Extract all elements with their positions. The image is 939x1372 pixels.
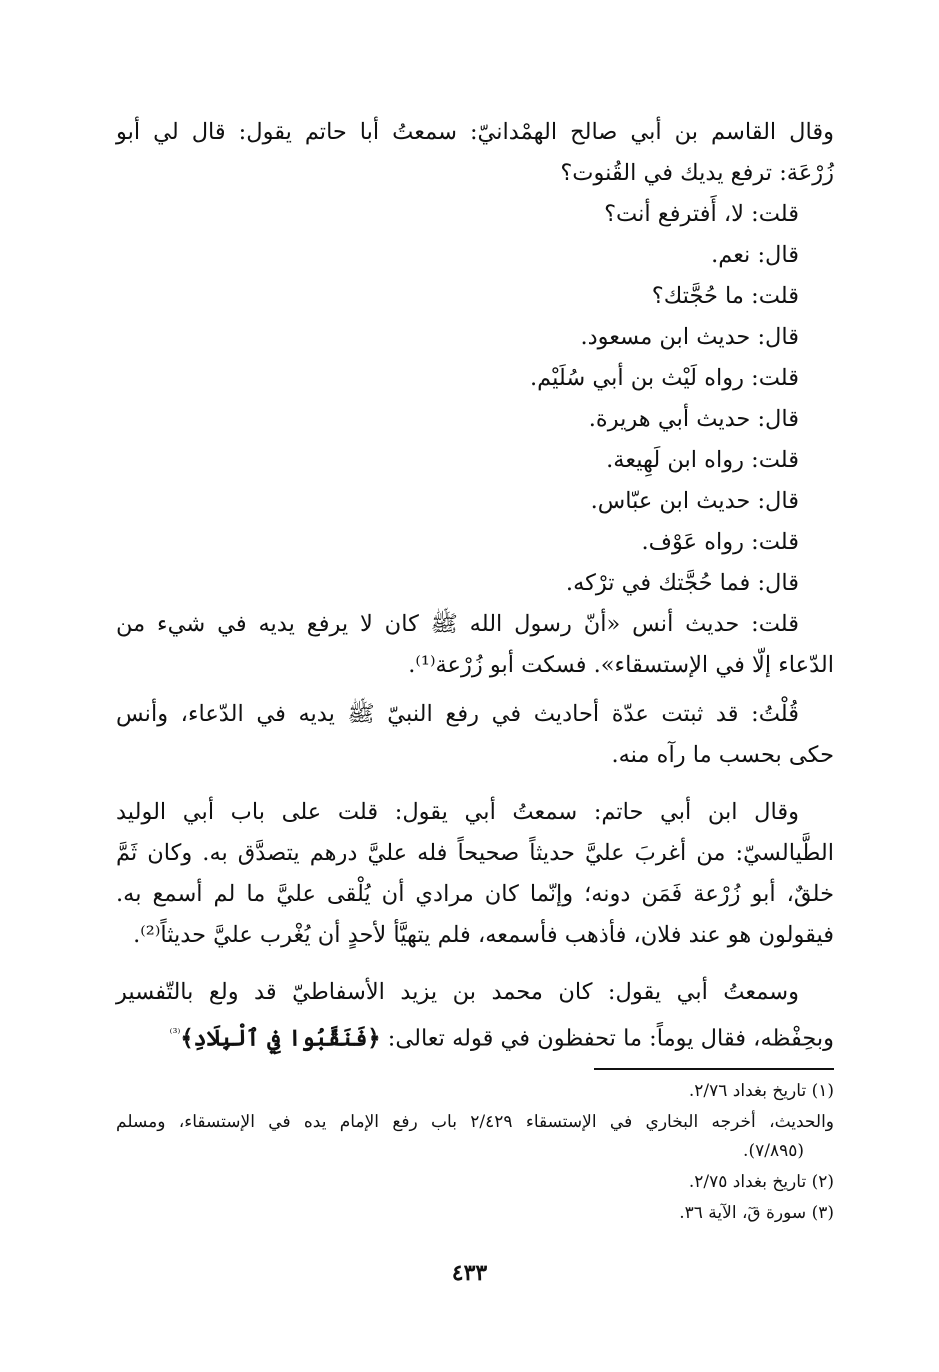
footnote-divider xyxy=(594,1068,834,1070)
dialogue-line: قلت: رواه عَوْف. xyxy=(641,529,799,555)
text-line: الدّعاء إلّا في الإستسقاء». فسكت أبو زُرْعة⁽¹⁾. xyxy=(408,652,834,678)
text-line: قلت: حديث أنس «أنّ رسول الله ﷺ كان لا يرفع يديه في شيء من xyxy=(116,611,799,637)
text-line: خلقٌ، أبو زُرْعة فَمَن دونه؛ وإنّما كان مرادي أن يُلْقى عليَّ ما لم أسمع به. xyxy=(116,881,834,907)
dialogue-line: قال: نعم. xyxy=(711,242,799,268)
dialogue-line: قال: حديث ابن مسعود. xyxy=(580,324,799,350)
text-line-with-quote xyxy=(170,1013,834,1053)
text-line: وقال القاسم بن أبي صالح الهمْدانيّ: سمعتُ أبا حاتم يقول: قال لي أبو xyxy=(116,119,834,145)
dialogue-line: قال: فما حُجَّتك في ترْكه. xyxy=(565,570,799,596)
text-line: قُلْتُ: قد ثبتت عدّة أحاديث في رفع النبيّ ﷺ يديه في الدّعاء، وأنس xyxy=(116,701,799,727)
page-number: ٤٣٣ xyxy=(451,1260,488,1286)
text-line: الطَّيالسيّ: من أغربَ عليَّ حديثاً صحيحاً فله عليَّ درهم يتصدَّق به. وكان ثَمَّ xyxy=(116,840,834,866)
text-line: وقال ابن أبي حاتم: سمعتُ أبي يقول: قلت على باب أبي الوليد xyxy=(116,799,799,825)
footnote: (٧/٨٩٥). xyxy=(743,1141,804,1161)
dialogue-line: قلت: ما حُجَّتك؟ xyxy=(651,283,799,309)
dialogue-line: قال: حديث ابن عبّاس. xyxy=(590,488,799,514)
footnote: (٣) سورة قٓ، الآية ٣٦. xyxy=(679,1203,834,1223)
dialogue-line: قلت: رواه ابن لَهِيعة. xyxy=(606,447,799,473)
footnote: (٢) تاريخ بغداد ٢/٧٥. xyxy=(688,1172,834,1192)
dialogue-line: قلت: رواه لَيْث بن أبي سُلَيْم. xyxy=(529,365,799,391)
quran-quote: ﴿فَنَقَّبُوا فِي ٱلْبِلَادِ﴾ xyxy=(180,1025,381,1052)
footnote-marker: ⁽³⁾ xyxy=(169,1026,181,1040)
dialogue-line: قلت: لا، أَفترفع أنت؟ xyxy=(604,201,799,227)
text-line: زُرْعَة: ترفع يديك في القُنوت؟ xyxy=(560,160,834,186)
text-line: فيقولون هو عند فلان، فأذهب فأسمعه، فلم يتهيَّأ لأحدٍ أن يُغْرب عليَّ حديثاً⁽²⁾. xyxy=(133,922,834,948)
footnote: والحديث، أخرجه البخاري في الإستسقاء ٢/٤٢٩ باب رفع الإمام يده في الإستسقاء، ومسلم xyxy=(116,1112,835,1132)
dialogue-line: قال: حديث أبي هريرة. xyxy=(588,406,799,432)
footnote: (١) تاريخ بغداد ٢/٧٦. xyxy=(688,1081,834,1101)
text-line: وسمعتُ أبي يقول: كان محمد بن يزيد الأسفاطيّ قد ولع بالتّفسير xyxy=(116,979,799,1005)
text-segment: وبحِفْظه، فقال يوماً: ما تحفظون في قوله تعالى: xyxy=(387,1025,834,1052)
text-line: حكى بحسب ما رآه منه. xyxy=(611,742,834,768)
